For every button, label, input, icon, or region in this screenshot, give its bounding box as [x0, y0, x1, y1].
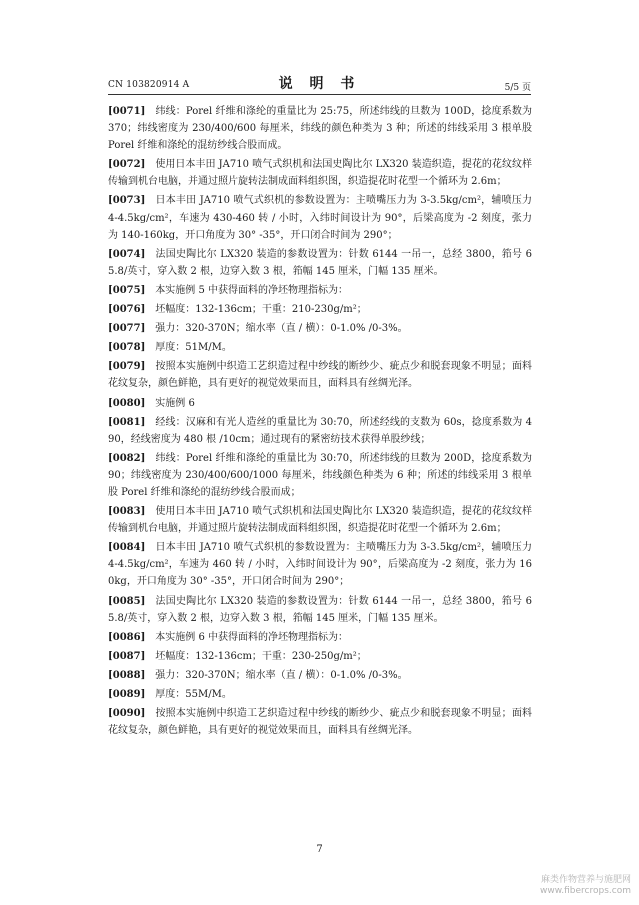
paragraph-text: 法国史陶比尔 LX320 装造的参数设置为：针数 6144 一吊一，总经 3800，筘号 65.8/英寸，穿入数 2 根，边穿入数 3 根，筘幅 145 厘米，门幅 135 厘米。 — [108, 248, 532, 277]
paragraph-0081 — [108, 414, 532, 448]
paragraph-text: 经线：汉麻和有光人造丝的重量比为 30:70，所述经线的支数为 60s，捻度系数为 490，经线密度为 480 根 /10cm；通过现有的紧密纺技术获得单股纱线； — [108, 416, 532, 445]
paragraph-0084 — [108, 539, 532, 590]
paragraph-id: [0071] — [108, 106, 146, 117]
paragraph-id: [0085] — [108, 595, 146, 607]
paragraph-text: 本实施例 5 中获得面料的净坯物理指标为： — [155, 284, 349, 296]
paragraph-id: [0072] — [108, 159, 146, 171]
paragraph-0078 — [108, 339, 532, 356]
paragraph-text: 实施例 6 — [155, 397, 195, 409]
paragraph-text: 纬线：Porel 纤维和涤纶的重量比为 30:70，所述纬线的旦数为 200D，捻度系数为 90；纬线密度为 230/400/600/1000 每厘米，纬线颜色种类为 6 种；所述的纬线采用 3 根单股 Porel 纤维和涤纶的混纺纱线合股而成； — [108, 452, 532, 498]
paragraph-id: [0080] — [108, 397, 146, 409]
page-reference: 5/5 页 — [504, 83, 531, 93]
watermark — [540, 875, 631, 897]
paragraph-0075 — [108, 282, 532, 299]
paragraph-0082 — [108, 450, 532, 501]
paragraph-0080 — [108, 395, 532, 412]
paragraph-text: 纬线：Porel 纤维和涤纶的重量比为 25:75，所述纬线的旦数为 100D，捻度系数为 370；纬线密度为 230/400/600 每厘米，纬线的颜色种类为 3 种；所述的纬线采用 3 根单股 Porel 纤维和涤纶的混纺纱线合股而成。 — [108, 106, 532, 152]
paragraph-text: 厚度：51M/M。 — [155, 342, 232, 354]
paragraph-0089 — [108, 686, 532, 703]
paragraph-text: 本实施例 6 中获得面料的净坯物理指标为： — [155, 631, 349, 643]
paragraph-id: [0089] — [108, 689, 146, 700]
paragraph-text: 使用日本丰田 JA710 喷气式织机和法国史陶比尔 LX320 装造织造，提花的花纹纹样传输到机台电脑，并通过照片旋转法制成面料组织图，织造提花时花型一个循环为 2.6m； — [108, 159, 532, 188]
paragraph-0072 — [108, 156, 532, 190]
page-number: 7 — [316, 844, 323, 855]
paragraph-id: [0077] — [108, 323, 146, 335]
paragraph-0083 — [108, 503, 532, 537]
paragraph-text: 使用日本丰田 JA710 喷气式织机和法国史陶比尔 LX320 装造织造，提花的花纹纹样传输到机台电脑，并通过照片旋转法制成面料组织图，织造提花时花型一个循环为 2.6m； — [108, 506, 532, 535]
paragraph-id: [0083] — [108, 506, 146, 518]
paragraph-id: [0082] — [108, 452, 146, 464]
paragraph-0074 — [108, 246, 532, 280]
paragraph-id: [0078] — [108, 342, 146, 354]
paragraph-text: 坯幅度：132-136cm；干重：230-250g/m²； — [155, 650, 367, 662]
document-title: 说 明 书 — [278, 76, 361, 92]
paragraph-text: 日本丰田 JA710 喷气式织机的参数设置为：主喷嘴压力为 3-3.5kg/cm²，辅喷压力 4-4.5kg/cm²，车速为 460 转 / 小时，入纬时间设计为 90°，后梁高度为 -2 刻度，张力为 160kg，开口角度为 30° -35°，开口闭合时间为 290°； — [108, 542, 532, 588]
paragraph-0076 — [108, 301, 532, 318]
paragraph-id: [0081] — [108, 416, 146, 428]
page-header — [108, 72, 531, 95]
paragraph-text: 日本丰田 JA710 喷气式织机的参数设置为：主喷嘴压力为 3-3.5kg/cm²，辅喷压力 4-4.5kg/cm²，车速为 430-460 转 / 小时，入纬时间设计为 90°，后梁高度为 -2 刻度，张力为 140-160kg，开口角度为 30° -35°，开口闭合时间为 290°； — [108, 195, 532, 241]
paragraph-0079 — [108, 358, 532, 392]
paragraph-id: [0079] — [108, 361, 146, 373]
paragraph-0085 — [108, 593, 532, 627]
paragraph-text: 按照本实施例中织造工艺织造过程中纱线的断纱少、疵点少和脱套现象不明显；面料花纹复杂，颜色鲜艳，具有更好的视觉效果而且，面料具有丝绸光泽。 — [108, 708, 532, 737]
paragraph-id: [0086] — [108, 631, 146, 643]
publication-number: CN 103820914 A — [108, 80, 190, 90]
paragraph-0071 — [108, 103, 532, 154]
paragraph-0077 — [108, 320, 532, 337]
paragraph-0087 — [108, 648, 532, 665]
paragraph-text: 强力：320-370N；缩水率（直 / 横）：0-1.0% /0-3%。 — [155, 669, 408, 681]
paragraph-text: 按照本实施例中织造工艺织造过程中纱线的断纱少、疵点少和脱套现象不明显；面料花纹复杂，颜色鲜艳，具有更好的视觉效果而且，面料具有丝绸光泽。 — [108, 361, 532, 390]
paragraph-id: [0074] — [108, 248, 146, 260]
paragraph-id: [0087] — [108, 650, 146, 662]
paragraph-id: [0076] — [108, 304, 146, 316]
document-body — [108, 103, 532, 741]
paragraph-0086 — [108, 629, 532, 646]
paragraph-text: 坯幅度：132-136cm；干重：210-230g/m²； — [155, 304, 367, 316]
paragraph-text: 强力：320-370N；缩水率（直 / 横）：0-1.0% /0-3%。 — [155, 323, 408, 335]
paragraph-0090 — [108, 705, 532, 739]
paragraph-id: [0073] — [108, 195, 146, 207]
paragraph-text: 法国史陶比尔 LX320 装造的参数设置为：针数 6144 一吊一，总经 3800，筘号 65.8/英寸，穿入数 2 根，边穿入数 3 根，筘幅 145 厘米，门幅 135 厘米。 — [108, 595, 532, 624]
watermark-url: www.fibercrops.com — [540, 886, 631, 896]
paragraph-text: 厚度：55M/M。 — [155, 689, 232, 700]
paragraph-0088 — [108, 667, 532, 684]
paragraph-id: [0075] — [108, 284, 146, 296]
paragraph-id: [0088] — [108, 669, 146, 681]
paragraph-id: [0084] — [108, 542, 146, 554]
paragraph-id: [0090] — [108, 708, 146, 720]
paragraph-0073 — [108, 192, 532, 243]
watermark-site-name: 麻类作物营养与施肥网 — [540, 875, 631, 885]
